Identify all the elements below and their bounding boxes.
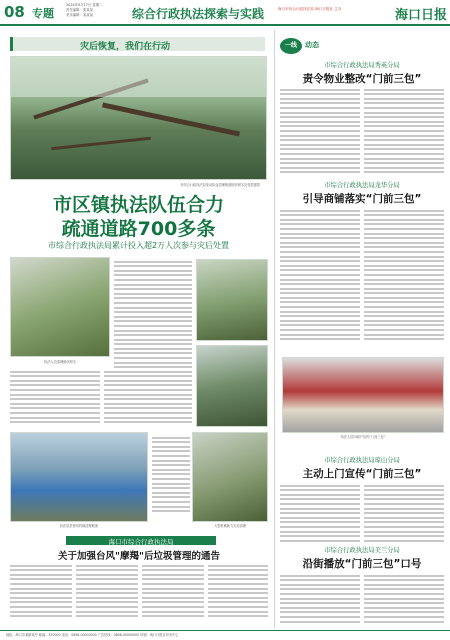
news-item-2-headline: 引导商铺落实“门前三包” — [302, 193, 422, 205]
news-item-4-headline: 沿街播放“门前三包”口号 — [302, 558, 422, 570]
news-item-3-body-a — [280, 482, 360, 544]
meta-design: 美术编辑：某某某 — [66, 12, 94, 17]
page-title: 综合行政执法探索与实践 — [132, 7, 265, 21]
news-item-2-source: 市综合行政执法局龙华分局 — [324, 182, 400, 189]
news-item-4-body-b — [364, 572, 444, 625]
main-photo-caption: 市综合行政执法局发动队伍清理街道倒伏树木及受损建筑 — [180, 183, 260, 187]
news-item-3-source: 市综合行政执法局琼山分局 — [324, 457, 400, 464]
article-body-column-2 — [10, 368, 100, 426]
article-body-column-4 — [152, 434, 190, 515]
photo-machinery — [10, 432, 148, 522]
photo-excavator — [192, 432, 268, 522]
news-item-1-body-a — [280, 86, 360, 176]
subheadline: 市综合行政执法局累计投入超2万人次参与灾后处置 — [47, 241, 230, 250]
news-item-2-body-a — [280, 207, 360, 343]
news-item-4-body-a — [280, 572, 360, 625]
news-item-3-body-b — [364, 482, 444, 544]
headline-line-1: 市区镇执法队伍合力 — [52, 194, 224, 216]
section-badge-label: 动态 — [305, 41, 319, 49]
section-name: 专题 — [32, 7, 54, 20]
news-item-3-headline: 主动上门宣传“门前三包” — [302, 468, 422, 480]
article-body-column-1 — [114, 258, 192, 371]
photo-cleanup — [196, 345, 268, 427]
article-body-column-3 — [104, 368, 192, 426]
notice-body-column-1 — [10, 562, 72, 620]
section-label: 灾后恢复，我们在行动 — [80, 42, 171, 52]
photo-workers — [10, 257, 110, 357]
photo-machinery-caption: 执法队员使用机械清理路面 — [59, 524, 99, 528]
notice-body-column-4 — [208, 562, 268, 620]
notice-body-column-2 — [76, 562, 138, 620]
meta-editor: 责任编辑：张某某 — [66, 7, 94, 12]
photo-storefront — [282, 357, 444, 433]
photo-excavator-caption: 大型机械助力灾后清理 — [214, 524, 246, 528]
page-number: 08 — [4, 3, 25, 21]
footer-text: 地址：海口市某路某号 邮编：570000 电话：0898-00000000 广告热线：0898-00000000 印刷：海口日报社印务中心 — [6, 633, 179, 637]
news-item-1-source: 市综合行政执法局秀英分局 — [324, 62, 400, 69]
photo-workers-caption: 执法人员清理倒伏树木 — [44, 360, 76, 364]
photo-storefront-caption: 执法人员向商户宣传“门前三包” — [340, 435, 386, 439]
news-item-1-headline: 责令物业整改“门前三包” — [302, 73, 422, 85]
notice-bar-label: 海口市综合行政执法局 — [108, 538, 174, 546]
news-item-4-source: 市综合行政执法局美兰分局 — [324, 547, 400, 554]
newspaper-logo: 海口日报 — [395, 8, 448, 23]
column-divider — [274, 30, 275, 628]
header-banner: 海口市综合行政执法局 海口日报社 主办 — [278, 7, 342, 11]
section-badge: 一线 — [280, 38, 302, 54]
photo-tree-cutting — [196, 259, 268, 341]
notice-body-column-3 — [142, 562, 204, 620]
notice-title: 关于加强台风"摩羯"后垃圾管理的通告 — [58, 551, 220, 562]
issue-meta — [66, 3, 136, 17]
news-item-2-body-b — [364, 207, 444, 343]
news-item-1-body-b — [364, 86, 444, 176]
meta-date: 2024年9月17日 星期二 — [66, 3, 103, 7]
headline-line-2: 疏通道路700多条 — [61, 218, 216, 240]
main-photo — [10, 56, 267, 180]
